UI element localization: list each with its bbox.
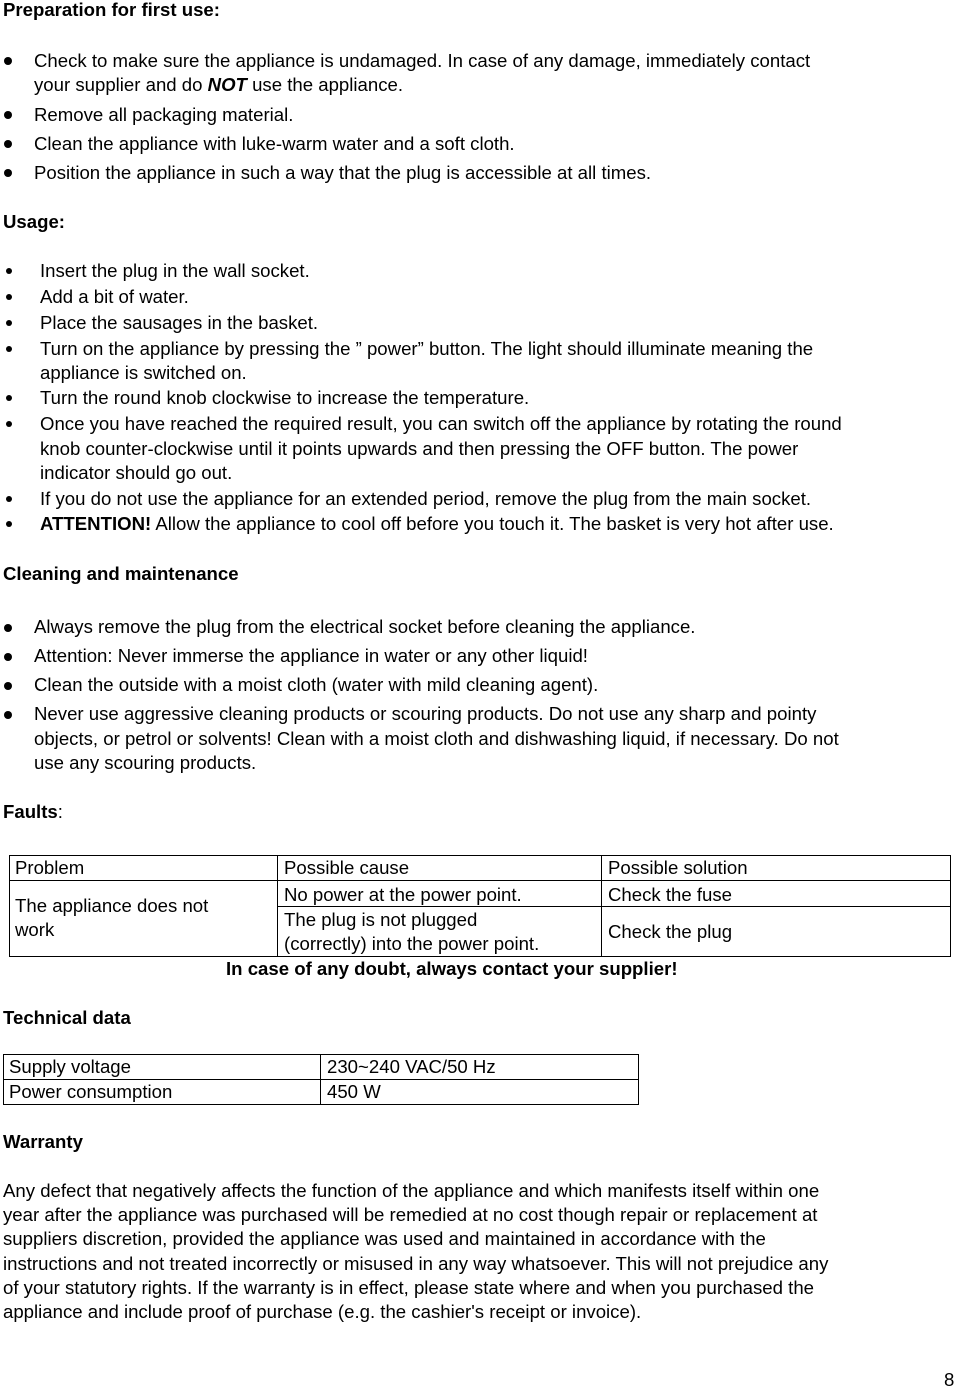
list-item: Clean the appliance with luke-warm water and a soft cloth. xyxy=(34,133,515,154)
cleaning-heading: Cleaning and maintenance xyxy=(3,563,239,584)
bullet-icon xyxy=(4,57,12,65)
bullet-icon xyxy=(4,111,12,119)
list-item-continued: knob counter-clockwise until it points upwards and then pressing the OFF button. The power xyxy=(40,438,799,459)
list-item: Place the sausages in the basket. xyxy=(40,312,319,333)
paragraph-line: appliance and include proof of purchase (e.g. the cashier's receipt or invoice). xyxy=(3,1301,642,1322)
table-cell-problem: The appliance does not xyxy=(15,895,209,916)
table-border xyxy=(3,1054,4,1105)
table-border xyxy=(601,855,602,957)
column-header: Problem xyxy=(15,857,85,878)
bullet-icon xyxy=(4,711,12,719)
list-item: Position the appliance in such a way that the plug is accessible at all times. xyxy=(34,162,652,183)
paragraph-line: Any defect that negatively affects the function of the appliance and which manifests itself within one xyxy=(3,1180,820,1201)
paragraph-line: year after the appliance was purchased will be remedied at no cost though repair or replacement at xyxy=(3,1204,818,1225)
list-item: Turn on the appliance by pressing the ” power” button. The light should illuminate meaning the xyxy=(40,338,814,359)
bullet-icon xyxy=(4,624,12,632)
technical-heading: Technical data xyxy=(3,1007,131,1028)
table-border xyxy=(9,855,10,957)
bullet-icon xyxy=(6,395,12,401)
bullet-icon xyxy=(4,169,12,177)
list-item: Check to make sure the appliance is undamaged. In case of any damage, immediately contact xyxy=(34,50,811,71)
bullet-icon xyxy=(6,268,12,274)
bullet-icon xyxy=(6,346,12,352)
list-item: Remove all packaging material. xyxy=(34,104,294,125)
bullet-icon xyxy=(6,521,12,527)
faults-note: In case of any doubt, always contact your supplier! xyxy=(226,958,678,979)
list-item-continued: objects, or petrol or solvents! Clean with a moist cloth and dishwashing liquid, if necessary. Do not xyxy=(34,728,839,749)
bullet-icon xyxy=(4,682,12,690)
warranty-heading: Warranty xyxy=(3,1131,83,1152)
prep-heading: Preparation for first use: xyxy=(3,0,220,20)
table-cell-value: 230~240 VAC/50 Hz xyxy=(327,1056,496,1077)
table-cell-problem: work xyxy=(15,919,55,940)
list-item-continued: use any scouring products. xyxy=(34,752,257,773)
list-item: Add a bit of water. xyxy=(40,286,189,307)
usage-heading: Usage: xyxy=(3,211,66,232)
list-item: Never use aggressive cleaning products or scouring products. Do not use any sharp and pointy xyxy=(34,703,817,724)
paragraph-line: of your statutory rights. If the warranty is in effect, please state where and when you purchased the xyxy=(3,1277,814,1298)
bullet-icon xyxy=(6,320,12,326)
table-cell-cause: (correctly) into the power point. xyxy=(284,933,540,954)
list-item: Clean the outside with a moist cloth (water with mild cleaning agent). xyxy=(34,674,599,695)
list-item: Always remove the plug from the electrical socket before cleaning the appliance. xyxy=(34,616,696,637)
list-item-continued: your supplier and do NOT use the appliance. xyxy=(34,74,404,95)
bullet-icon xyxy=(6,496,12,502)
list-item: Turn the round knob clockwise to increase the temperature. xyxy=(40,387,530,408)
table-cell-cause: The plug is not plugged xyxy=(284,909,478,930)
list-item-attention: ATTENTION! Allow the appliance to cool off before you touch it. The basket is very hot after use. xyxy=(40,513,834,534)
table-border xyxy=(9,880,951,881)
list-item: Insert the plug in the wall socket. xyxy=(40,260,310,281)
column-header: Possible cause xyxy=(284,857,410,878)
list-item: Attention: Never immerse the appliance in water or any other liquid! xyxy=(34,645,588,666)
column-header: Possible solution xyxy=(608,857,748,878)
table-cell-solution: Check the fuse xyxy=(608,884,733,905)
table-border xyxy=(320,1054,321,1105)
table-border xyxy=(9,855,951,856)
paragraph-line: instructions and not treated incorrectly or misused in any way whatsoever. This will not prejudice any xyxy=(3,1253,829,1274)
page-number: 8 xyxy=(944,1369,955,1390)
list-item-continued: indicator should go out. xyxy=(40,462,233,483)
list-item: Once you have reached the required result, you can switch off the appliance by rotating the round xyxy=(40,413,842,434)
bullet-icon xyxy=(4,653,12,661)
table-cell-label: Power consumption xyxy=(9,1081,173,1102)
bullet-icon xyxy=(6,294,12,300)
list-item-continued: appliance is switched on. xyxy=(40,362,247,383)
bullet-icon xyxy=(4,140,12,148)
table-cell-solution: Check the plug xyxy=(608,921,733,942)
faults-heading: Faults: xyxy=(3,801,63,822)
bullet-icon xyxy=(6,421,12,427)
table-border xyxy=(638,1054,639,1105)
table-border xyxy=(277,855,278,957)
table-cell-label: Supply voltage xyxy=(9,1056,131,1077)
table-cell-value: 450 W xyxy=(327,1081,381,1102)
table-cell-cause: No power at the power point. xyxy=(284,884,522,905)
table-border xyxy=(950,855,951,957)
list-item: If you do not use the appliance for an extended period, remove the plug from the main socket. xyxy=(40,488,812,509)
paragraph-line: suppliers discretion, provided the appliance was used and maintained in accordance with the xyxy=(3,1228,766,1249)
